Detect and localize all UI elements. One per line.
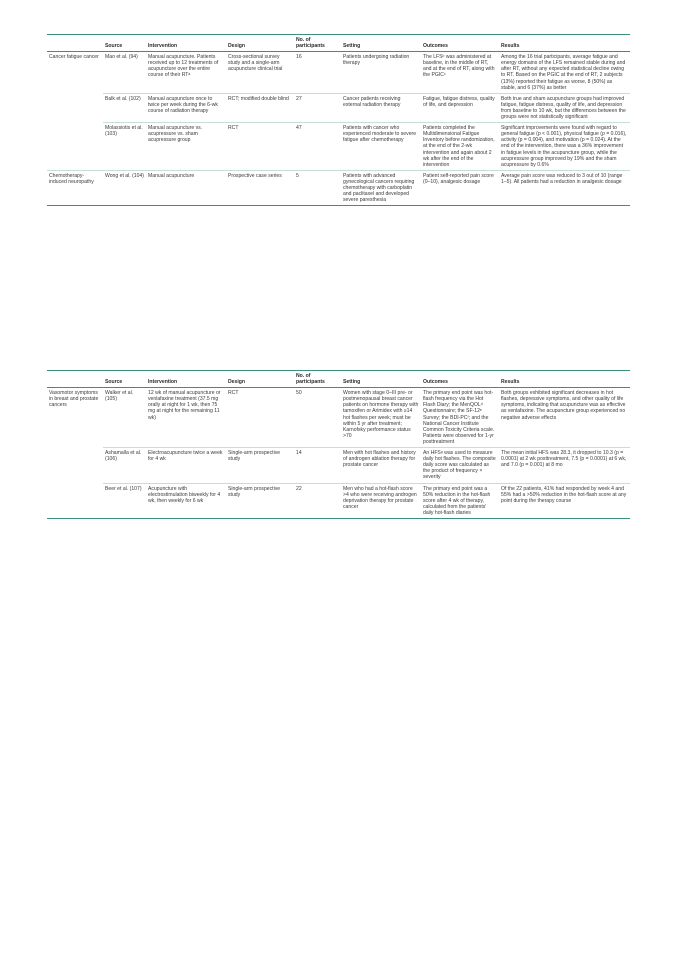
header-source: Source <box>105 43 123 50</box>
intervention-cell: Electroacupuncture twice a week for 4 wk <box>146 448 226 483</box>
results-cell: Both groups exhibited significant decreases in hot flashes, depressive symptoms, and other quality of life symptoms, indicating that acupuncture was as effective as venlafaxine. The acupuncture group experienced no negative adverse effects <box>501 390 626 421</box>
header-category <box>47 35 103 52</box>
table-2 <box>47 370 630 519</box>
source-cell: Wong et al. (104) <box>103 170 146 205</box>
table-row <box>47 123 630 171</box>
outcomes-cell: The primary end point was hot-flash frequency via the Hot Flash Diary; the MenQOLᵈ Questionnaire; the SF-12ᵉ Survey; the BDI-PCᶠ; and the National Cancer Institute Common Toxicity Criteria scale. Patients were observed for 1-yr posttreatment <box>423 390 495 445</box>
participants-cell: 50 <box>296 390 302 397</box>
results-cell: Significant improvements were found with regard to general fatigue (p < 0.001), physical fatigue (p = 0.016), activity (p = 0.004), and motivation (p = 0.024). At the end of the intervention, there was a 36% improvement in fatigue levels in the acupuncture group, while the acupressure group improved by 19% and the sham acupressure by 0.6% <box>499 123 630 171</box>
table-row <box>47 448 630 483</box>
source-cell: Molassiotis et al. (103) <box>103 123 146 171</box>
participants-cell: 47 <box>294 123 341 171</box>
table-row <box>47 170 630 205</box>
source-cell: Ashamalla et al. (106) <box>103 448 146 483</box>
category-cell <box>47 483 103 518</box>
outcomes-cell: Patient self-reported pain score (0–10), analgesic dosage <box>421 170 499 205</box>
table-row <box>47 483 630 518</box>
results-cell: Of the 22 patients, 41% had responded by week 4 and 55% had a >50% reduction in the hot-flash score at any point during the therapy course <box>499 483 630 518</box>
results-cell: Both true and sham acupuncture groups had improved fatigue, fatigue distress, quality of life, and depression from baseline to 10 wk, but the differences between the groups were not statistically significant <box>499 93 630 122</box>
intervention-cell: Manual acupuncture. Patients received up to 12 treatments of acupuncture over the entire course of their RTᵃ <box>148 54 219 79</box>
design-cell: Prospective case series <box>226 170 294 205</box>
results-cell: Average pain score was reduced to 3 out of 10 (range 1–5). All patients had a reduction in analgesic dosage <box>499 170 630 205</box>
outcomes-cell: An HFSᵍ was used to measure daily hot flashes. The composite daily score was calculated as the product of frequency × severity <box>421 448 499 483</box>
results-cell: The mean initial HFS was 28.3, it dropped to 10.3 (p = 0.0001) at 2 wk posttreatment, 7.5 (p = 0.0001) at 6 wk, and 7.0 (p = 0.001) at 8 mo <box>499 448 630 483</box>
setting-cell: Patients with advanced gynecological cancers requiring chemotherapy with carboplatin and paclitaxel and developed severe paresthesia <box>341 170 421 205</box>
header-intervention: Intervention <box>148 43 178 50</box>
outcomes-cell: Fatigue, fatigue distress, quality of life, and depression <box>421 93 499 122</box>
design-cell: Single-arm prospective study <box>226 448 294 483</box>
header-outcomes: Outcomes <box>423 43 448 50</box>
header-results: Results <box>501 379 520 386</box>
table-header-row <box>47 371 630 388</box>
outcomes-cell: The LFSᵇ was administered at baseline, in the middle of RT, and at the end of RT, along with the PGICᶜ <box>423 54 495 79</box>
setting-cell: Cancer patients receiving external radiation therapy <box>341 93 421 122</box>
header-design: Design <box>228 379 245 386</box>
category-cell <box>47 448 103 483</box>
source-cell: Beer et al. (107) <box>103 483 146 518</box>
intervention-cell: Manual acupuncture <box>146 170 226 205</box>
participants-cell: 14 <box>294 448 341 483</box>
outcomes-cell: The primary end point was a 50% reduction in the hot-flash score after 4 wk of therapy, calculated from the patients' daily hot-flash diaries <box>421 483 499 518</box>
setting-cell: Patients undergoing radiation therapy <box>343 54 410 67</box>
category-cell <box>47 123 103 171</box>
setting-cell: Patients with cancer who experienced moderate to severe fatigue after chemotherapy <box>341 123 421 171</box>
category-cell <box>47 93 103 122</box>
header-intervention: Intervention <box>148 379 178 386</box>
table-1 <box>47 34 630 206</box>
intervention-cell: Manual acupuncture once to twice per week during the 6-wk course of radiation therapy <box>146 93 226 122</box>
setting-cell: Women with stage 0–III pre- or postmenopausal breast cancer patients on hormone therapy with tamoxifen or Arimidex with ≥14 hot flashes per week; must be within 5 yr after treatment; Karnofsky performance status >70 <box>343 390 419 439</box>
design-cell: RCT <box>226 123 294 171</box>
results-cell: Among the 16 trial participants, average fatigue and energy domains of the LFS remained stable during and after RT, without any expected statistical decline owing to RT. Based on the PGIC at the end of RT, 2 subjects (13%) reported their fatigue as worse, 8 (50%) as stable, and 6 (37%) as better <box>501 54 626 91</box>
header-results: Results <box>501 43 520 50</box>
table-row <box>47 388 630 448</box>
header-source: Source <box>105 379 123 386</box>
design-cell: RCT; modified double blind <box>226 93 294 122</box>
source-cell: Balk et al. (102) <box>103 93 146 122</box>
header-outcomes: Outcomes <box>423 379 448 386</box>
participants-cell: 16 <box>296 54 302 61</box>
table-row <box>47 93 630 122</box>
header-category <box>47 371 103 388</box>
header-setting: Setting <box>343 43 361 50</box>
source-cell: Walker et al. (105) <box>105 390 134 403</box>
design-cell: Cross-sectional survey study and a single-arm acupuncture clinical trial <box>228 54 283 73</box>
intervention-cell: Manual acupuncture vs. acupressure vs. sham acupressure group <box>146 123 226 171</box>
design-cell: Single-arm prospective study <box>226 483 294 518</box>
setting-cell: Men who had a hot-flash score >4 who were receiving androgen deprivation therapy for prostate cancer <box>341 483 421 518</box>
participants-cell: 27 <box>294 93 341 122</box>
source-cell: Mao et al. (94) <box>105 54 138 61</box>
outcomes-cell: Patients completed the Multidimensional Fatigue Inventory before randomization, at the end of the 2-wk intervention and again about 2 wk after the end of the intervention <box>421 123 499 171</box>
header-participants: No. of participants <box>296 37 325 50</box>
table-row <box>47 52 630 94</box>
category-cell: Cancer fatigue cancer <box>49 54 99 61</box>
setting-cell: Men with hot flashes and history of androgen ablation therapy for prostate cancer <box>341 448 421 483</box>
header-design: Design <box>228 43 245 50</box>
header-setting: Setting <box>343 379 361 386</box>
intervention-cell: 12 wk of manual acupuncture or venlafaxine treatment (37.5 mg orally at night for 1 wk, then 75 mg at night for the remaining 11 wk) <box>148 390 221 421</box>
header-participants: No. of participants <box>296 373 325 386</box>
participants-cell: 22 <box>294 483 341 518</box>
intervention-cell: Acupuncture with electrostimulation biweekly for 4 wk, then weekly for 6 wk <box>146 483 226 518</box>
design-cell: RCT <box>228 390 239 397</box>
category-cell: Chemotherapy-induced neuropathy <box>47 170 103 205</box>
participants-cell: 5 <box>294 170 341 205</box>
category-cell: Vasomotor symptoms in breast and prostate cancers <box>49 390 99 409</box>
table-header-row <box>47 35 630 52</box>
